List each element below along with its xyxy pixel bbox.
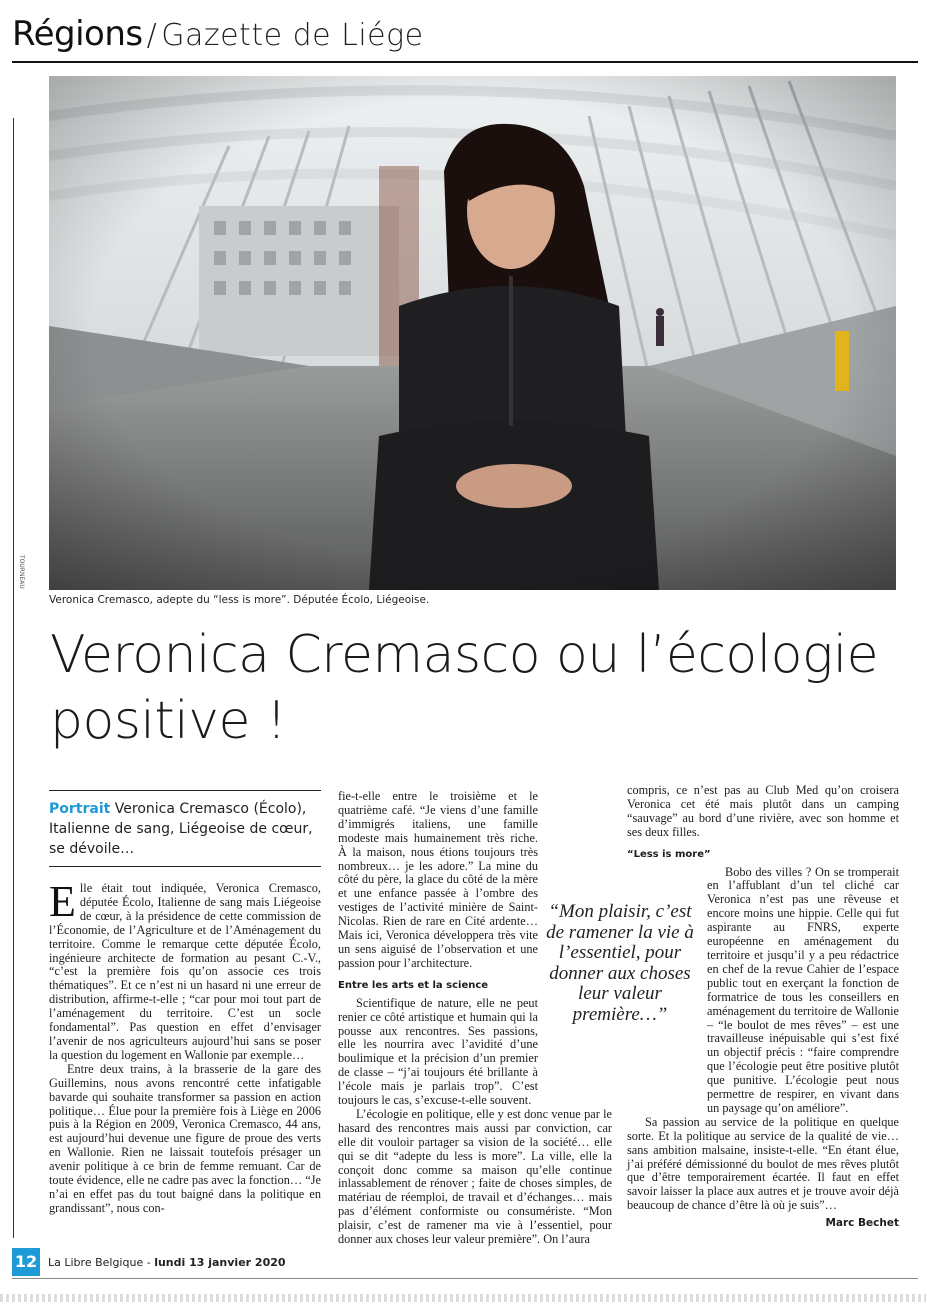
station-portrait-illustration <box>49 76 896 590</box>
article-column-1 <box>49 877 321 1216</box>
section-separator: / <box>146 18 158 53</box>
footer-rule <box>12 1278 918 1279</box>
paragraph-3: fie-t-elle entre le troisième et le quatrième café. “Je viens d’une famille d’immigrés italiens, une famille modeste mais humainement très riche. À la maison, nous étions toujours très nombreux… je les adore.” La mine du côté du père, la glace du côté de la mère et une enfance passée à l’ombre des vestiges de l’activité minière de Saint-Nicolas. Rien de rare en Cité ardente… Mais ici, Veronica développera très vite un sens aiguisé de l’observation et une passion pour l’architecture. <box>338 789 538 970</box>
page-footer <box>12 1248 918 1278</box>
footer-publication <box>48 1256 286 1269</box>
intro-text: Veronica Cremasco (Écolo), Italienne de sang, Liégeoise de cœur, se dévoile… <box>49 801 313 857</box>
margin-rule <box>13 118 14 1238</box>
paragraph-5: L’écologie en politique, elle y est donc venue par le hasard des rencontres mais aussi par conviction, car elle dit vouloir partager sa vision de la société… elle qui se dit “adepte du less is more”. La ville, elle la conçoit donc comme sa maison qu’elle continue inlassablement de rénover ; faite de choses simples, de matériau de réemploi, de travail et d’échanges… mais pas d’élément conformiste ou consumériste. “Mon plaisir, c’est de ramener ma vie à l’essentiel, pour donner aux choses leur valeur première”. On l’aura <box>338 1106 612 1247</box>
paragraph-1-text: lle était tout indiquée, Veronica Cremasco, députée Écolo, Italienne de sang mais Liégeoise de cœur, à la présidence de cette commission de l’Économie, de l’Agriculture et de l’Aménagement du territoire. Comme le remarque cette députée Écolo, ingénieure architecte de formation au pesant C.-V., “c’est la première fois qu’on associe ces trois thématiques”. Et ce n’est ni un hasard ni une erreur de distribution, affirme-t-elle ; “car pour moi tout part de l’aménagement du territoire. C’est un socle fondamental”. Pas question en effet d’envisager l’avenir de nos agriculteurs aujourd’hui sans se poser la question du logement en Wallonie par exemple… <box>49 881 321 1062</box>
header-rule <box>12 61 918 63</box>
intro-rule-top <box>49 790 321 791</box>
page-number: 12 <box>12 1248 40 1276</box>
intro-kicker: Portrait <box>49 801 111 817</box>
headline: Veronica Cremasco ou l’écologie positive ! <box>50 625 879 751</box>
subheading-arts-science: Entre les arts et la science <box>338 979 489 991</box>
print-margin-strip <box>0 1294 926 1302</box>
drop-cap: E <box>49 877 76 926</box>
footer-separator: - <box>143 1256 155 1269</box>
paragraph-1 <box>49 877 321 1063</box>
pull-quote: “Mon plaisir, c’est de ramener la vie à l’essentiel, pour donner aux choses leur valeur première…” <box>546 901 694 1025</box>
photo-credit: TOURNEAU <box>18 555 25 589</box>
section-title: Régions <box>12 14 143 54</box>
paragraph-8: Sa passion au service de la politique en quelque sorte. Et la politique au service de la qualité de vie… sans ambition malsaine, insiste-t-elle. “En étant élue, j’ai préféré démissionné du boulot de mes rêves plutôt que d’être temporairement écartée. Il faut en effet savoir laisser la place aux autres et je trouve avoir déjà beaucoup de chance d’être là où je suis”… <box>627 1114 899 1213</box>
author-byline: Marc Bechet <box>825 1217 899 1230</box>
paragraph-6: compris, ce n’est pas au Club Med qu’on croisera Veronica cet été mais plutôt dans un camping “sauvage” au bord d’une rivière, avec son homme et ses deux filles. <box>627 783 899 839</box>
paragraph-4: Scientifique de nature, elle ne peut renier ce côté artistique et humain qui la pousse aux rencontres. Ses passions, elle les nourrira avec l’avidité d’une boulimique et la précision d’un premier de classe – “j’ai toujours été brillante à l’école mais je parlais trop”. C’est toujours le cas, s’excuse-t-elle souvent. <box>338 995 538 1108</box>
page-header <box>12 14 918 64</box>
intro-rule-bottom <box>49 866 321 867</box>
portrait-photo <box>49 76 896 590</box>
paragraph-2: Entre deux trains, à la brasserie de la gare des Guillemins, nous avons rencontré cette infatigable bavarde qui souhaite transformer sa passion en action politique… Élue pour la première fois à Liège en 2006 puis à la Région en 2009, Veronica Cremasco, 44 ans, est aujourd’hui devenue une figure de proue des verts en Wallonie. Rien ne laissait toutefois présager un avenir politique à ce brin de femme remuant. Car de toute évidence, elle ne cadre pas avec la fonction… “Je n’ai en effet pas du tout baigné dans la politique en grandissant”, nous con- <box>49 1061 321 1215</box>
article-column-3 <box>627 784 899 1231</box>
paragraph-7: Bobo des villes ? On se tromperait en l’affublant d’un tel cliché car Veronica n’est pas une rêveuse et encore moins une hippie. Celle qui fut aspirante au FNRS, experte européenne en aménagement du territoire et jusqu’il y a peu rédactrice en chef de la revue Cahier de l’espace public tout en exerçant la fonction de formatrice de tous les conseillers en aménagement du territoire de Wallonie – “le boulot de mes rêves” – est une travailleuse inépuisable qui s’est fixé un objectif précis : “faire comprendre que l’écologie peut être positive plutôt que punitive. L’écologie peut nous permettre de respirer, en vivant dans un paysage qu’on améliore”. <box>707 864 899 1115</box>
publication-name: La Libre Belgique <box>48 1256 144 1269</box>
photo-caption: Veronica Cremasco, adepte du “less is more”. Députée Écolo, Liégeoise. <box>49 594 430 606</box>
intro-standfirst <box>49 799 321 859</box>
subsection-title: Gazette de Liége <box>161 18 424 53</box>
publication-date: lundi 13 janvier 2020 <box>154 1256 286 1269</box>
subheading-less-is-more: “Less is more” <box>627 848 711 860</box>
